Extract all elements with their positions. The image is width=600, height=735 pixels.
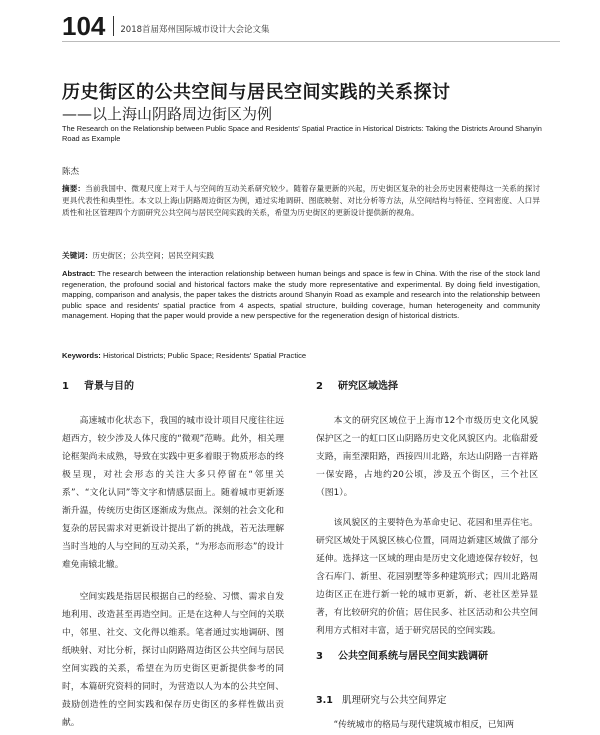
- section-3-title: 公共空间系统与居民空间实践调研: [338, 651, 488, 662]
- section-2-paragraph-2: 该风貌区的主要特色为革命史记、花园和里弄住宅。研究区域处于风貌区核心位置，同周边新建区域做了部分延伸。选择这一区域的理由是历史文化遗迹保存较好，包含石库门、新里、花园别墅等多种建筑形式；四川北路周边街区正在进行新一轮的城市更新，新、老社区差异显著，有比较研究的价值；居住民多、社区活动和公共空间利用方式相对丰富，适于研究居民的空间实践。: [316, 518, 538, 636]
- paper-title: 历史街区的公共空间与居民空间实践的关系探讨: [62, 82, 451, 103]
- keywords-en-label: Keywords:: [62, 351, 101, 360]
- section-1-paragraph-1: 高速城市化状态下，我国的城市设计项目尺度往往远超西方，较少涉及人体尺度的“微观”范畴。此外，相关理论框架尚未成熟，导致在实践中更多着眼于物质形态的终极呈现，对社会形态的关注大多只停留在“邻里关系”、“文化认同”等文字和情感层面上。随着城市更新逐渐升温，传统历史街区逐渐成为焦点。深刻的社会文化和复杂的居民需求对更新设计提出了新的挑战，若无法理解当时当地的人与空间的互动关系，“为形态而形态”的设计难免南辕北辙。: [62, 416, 284, 570]
- abstract-cn: [62, 183, 540, 219]
- right-column: [316, 380, 538, 734]
- running-header: [62, 9, 270, 39]
- section-3-heading: [316, 650, 538, 664]
- page-number: 104: [62, 11, 106, 41]
- section-2-paragraph-1: 本文的研究区域位于上海市12个市级历史文化风貌保护区之一的虹口区山阴路历史文化风貌区内。北临甜爱支路，南至溧阳路，西接四川北路，东达山阴路一吉祥路一保安路，占地约20公顷，涉及五个街区，三个社区（图1）。: [316, 416, 538, 498]
- running-title: 2018首届郑州国际城市设计大会论文集: [120, 25, 270, 35]
- abstract-cn-text: 当前我国中、微观尺度上对于人与空间的互动关系研究较少。随着存量更新的兴起，历史街区复杂的社会历史因素使得这一关系的探讨更具代表性和典型性。本文以上海山阴路周边街区为例，通过实地调研、图底映射、对比分析等方法，从空间结构与特征、空间密度、人口异质性和社区管理四个方面研究公共空间与居民空间实践的关系，希望为历史街区的更新设计提供新的视角。: [62, 184, 540, 217]
- paper-subtitle: ——以上海山阴路周边街区为例: [62, 105, 273, 123]
- left-column: [62, 380, 284, 732]
- abstract-cn-label: 摘要：: [62, 184, 86, 193]
- section-1-paragraph-2: 空间实践是指居民根据自己的经验、习惯、需求自发地利用、改造甚至再造空间。正是在这种人与空间的关联中，邻里、社交、文化得以维系。笔者通过实地调研、图纸映射、对比分析，探讨山阴路周边街区公共空间与居民空间实践的关系，希望在为历史街区更新提供参考的同时，本篇研究资料的同时，为营造以人为本的公共空间、鼓励创造性的空间实践和保存历史街区的多样性做出贡献。: [62, 592, 284, 728]
- subsection-3-1-heading: [316, 694, 538, 708]
- abstract-en-label: Abstract:: [62, 269, 96, 278]
- keywords-cn-text: 历史街区；公共空间；居民空间实践: [92, 251, 214, 260]
- header-rule: [62, 41, 560, 42]
- section-2-heading: [316, 380, 538, 394]
- paper-english-title: The Research on the Relationship between Public Space and Residents' Spatial Practice in Historical Districts: Taking the Districts Around Shanyin Road as Example: [62, 124, 542, 143]
- section-1-heading: [62, 380, 284, 394]
- abstract-en-text: The research between the interaction relationship between human beings and space is few in China. With the rise of the stock land regeneration, the profound social and historical factors make the study more representative and experimental. By doing field investigation, mapping, comparison and analysis, the paper takes the districts around Shanyin Road as example and research into the relationship between public space and residents' spatial practice from 4 aspects, spatial structure, building coverage, human heterogeneity and community management. Hoping that the paper would provide a new perspective for the regeneration design of historical districts.: [62, 269, 540, 321]
- keywords-en-text: Historical Districts; Public Space; Residents' Spatial Practice: [102, 351, 307, 360]
- section-3-number: 3: [316, 651, 323, 662]
- section-2-title: 研究区域选择: [338, 381, 398, 392]
- keywords-cn: [62, 250, 540, 262]
- section-1-title: 背景与目的: [84, 381, 134, 392]
- header-divider: [113, 16, 114, 36]
- subsection-3-1-number: 3.1: [316, 695, 333, 706]
- abstract-en: [62, 269, 540, 322]
- subsection-3-1-title: 肌理研究与公共空间界定: [342, 695, 447, 706]
- keywords-en: [62, 350, 540, 362]
- author: 陈杰: [62, 167, 80, 177]
- section-3-paragraph-1: “传统城市的格局与现代建筑城市相反，已知两: [333, 720, 515, 730]
- section-1-number: 1: [62, 381, 69, 392]
- keywords-cn-label: 关键词：: [62, 251, 93, 260]
- section-2-number: 2: [316, 381, 323, 392]
